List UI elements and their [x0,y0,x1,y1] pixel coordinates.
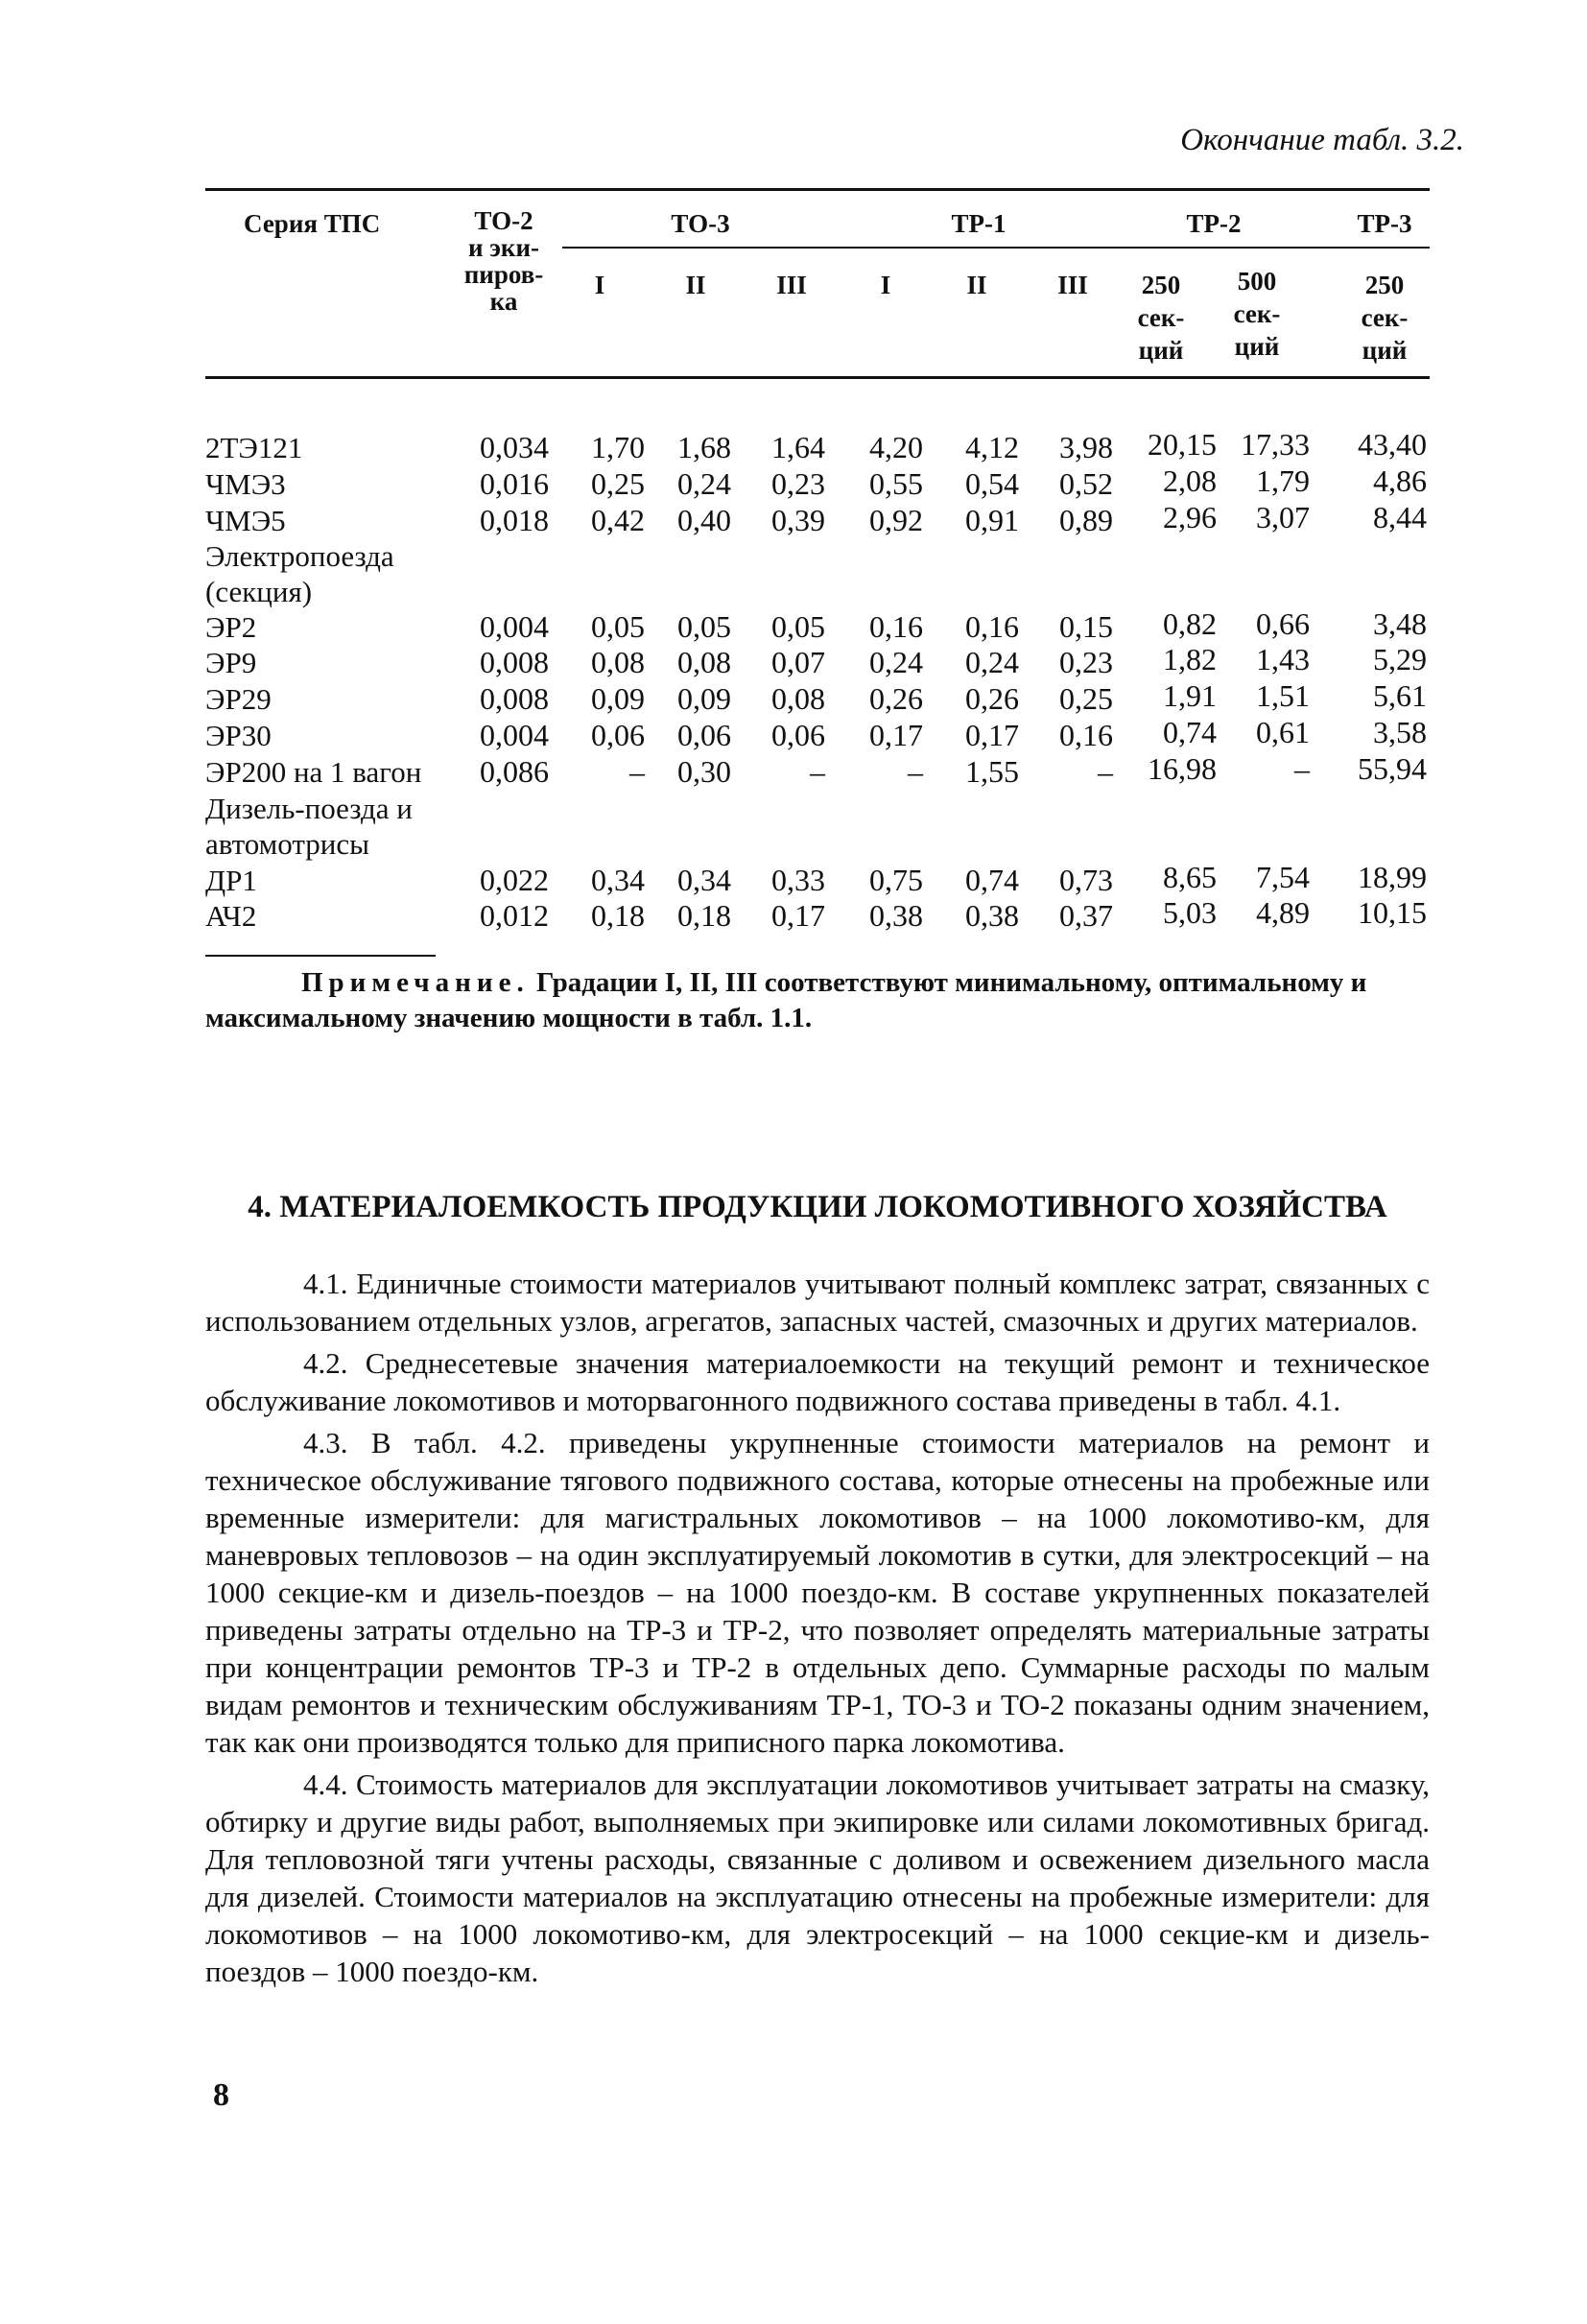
table-cell: 0,55 [869,466,923,501]
header-tr2-500-w2: ций [1234,332,1280,361]
header-sub-rule [562,247,1430,249]
table-cell: 1,70 [591,430,645,464]
table-cell: 0,25 [591,466,645,501]
table-cell: 0,23 [1059,645,1113,679]
header-grade-to3-1: I [594,271,605,299]
paragraph-4-1: 4.1. Единичные стоимости материалов учитывают полный комплекс затрат, связанных с использованием отдельных узлов, агрегатов, запасных частей, смазочных и других материалов. [205,1267,1430,1338]
header-bottom-rule [205,376,1430,379]
table-cell: 1,82 [1163,642,1217,676]
table-cell: 0,15 [1059,609,1113,644]
header-tr3-250-num: 250 [1364,271,1405,299]
table-cell: 0,33 [771,863,825,897]
header-tr1: ТР-1 [951,209,1007,238]
table-cell: 0,16 [869,609,923,644]
table-cell: 0,016 [480,466,549,501]
table-cell: 0,34 [591,863,645,897]
table-cell: 43,40 [1358,427,1427,462]
table-note [205,965,1430,1036]
table-row-name: Электропоезда [205,539,394,573]
table-cell: 0,54 [965,466,1019,501]
table-cell: 5,29 [1373,642,1427,676]
table-row-name: ЭР200 на 1 вагон [205,755,422,789]
table-cell: 0,52 [1059,466,1113,501]
table-cell: 1,55 [965,754,1019,789]
table-cell: 3,07 [1256,500,1310,534]
table-cell: 16,98 [1148,751,1217,786]
table-cell: 0,17 [869,718,923,752]
header-grade-to3-2: II [685,271,706,299]
table-cell: – [629,754,645,789]
table-cell: 5,03 [1163,895,1217,930]
header-to2-line4: ка [489,287,518,316]
table-cell: 0,25 [1059,681,1113,716]
header-tr2-250 [1127,269,1195,367]
table-cell: 0,16 [1059,718,1113,752]
table-cell: 0,004 [480,718,549,752]
table-cell: – [908,754,923,789]
table-cell: 0,18 [677,898,731,933]
table-cell: 0,74 [965,863,1019,897]
table-cell: 55,94 [1358,751,1427,786]
header-series: Серия ТПС [244,209,381,238]
table-cell: 0,06 [677,718,731,752]
table-cell: 0,74 [1163,715,1217,749]
table-cell: 0,18 [591,898,645,933]
table-row-name: автомотрисы [205,827,369,861]
page-number: 8 [213,2077,229,2113]
table-cell: – [810,754,825,789]
table-cell: 0,07 [771,645,825,679]
section-title: 4. МАТЕРИАЛОЕМКОСТЬ ПРОДУКЦИИ ЛОКОМОТИВНОГО ХОЗЯЙСТВА [248,1190,1387,1224]
table-cell: 2,96 [1163,500,1217,534]
table-cell: 0,004 [480,609,549,644]
table-row-name: ЭР9 [205,646,257,679]
header-to2-line2: и эки- [467,233,540,262]
table-cell: 0,09 [591,681,645,716]
header-tr3-250 [1346,269,1423,367]
table-cell: 2,08 [1163,463,1217,498]
table-cell: 0,89 [1059,503,1113,537]
table-row-name: 2ТЭ121 [205,431,303,464]
table-cell: 0,022 [480,863,549,897]
table-cell: 0,75 [869,863,923,897]
header-tr2-500 [1223,265,1291,363]
table-top-rule [205,188,1430,191]
header-to2 [451,207,557,315]
table-cell: 0,24 [965,645,1019,679]
table-cell: 0,17 [965,718,1019,752]
paragraph-4-2: 4.2. Среднесетевые значения материалоемкости на текущий ремонт и техническое обслуживание локомотивов и моторвагонного подвижного состава приведены в табл. 4.1. [205,1346,1430,1417]
header-tr2-500-w1: сек- [1233,299,1281,328]
table-cell: 0,66 [1256,606,1310,641]
table-cell: 3,58 [1373,715,1427,749]
header-grade-tr1-2: II [966,271,987,299]
table-cell: 1,64 [771,430,825,464]
section-body [205,1265,1430,1995]
table-cell: 0,73 [1059,863,1113,897]
table-cell: 4,89 [1256,895,1310,930]
table-cell: 0,42 [591,503,645,537]
header-tr2-250-w1: сек- [1137,303,1185,332]
header-tr2-250-num: 250 [1141,271,1181,299]
table-row-name: ДР1 [205,864,257,897]
table-cell: 0,086 [480,754,549,789]
table-cell: 0,38 [869,898,923,933]
table-row-name: ЭР30 [205,719,272,752]
header-grade-to3-3: III [776,271,807,299]
header-grade-tr1-3: III [1057,271,1088,299]
table-cell: 0,39 [771,503,825,537]
header-to2-line1: ТО-2 [474,206,533,235]
table-cell: 0,37 [1059,898,1113,933]
table-cell: 0,05 [771,609,825,644]
table-cell: 18,99 [1358,860,1427,894]
table-cell: 0,61 [1256,715,1310,749]
table-cell: 1,43 [1256,642,1310,676]
table-row-name: ЧМЭ5 [205,504,286,537]
table-cell: 0,06 [771,718,825,752]
table-cell: 5,61 [1373,678,1427,713]
table-cell: 8,65 [1163,860,1217,894]
table-cell: – [1098,754,1113,789]
table-cell: 0,34 [677,863,731,897]
table-cell: 0,24 [677,466,731,501]
table-cell: 0,24 [869,645,923,679]
table-cell: 0,82 [1163,606,1217,641]
table-cell: 0,06 [591,718,645,752]
table-cell: 0,26 [965,681,1019,716]
table-cell: 0,38 [965,898,1019,933]
paragraph-4-3: 4.3. В табл. 4.2. приведены укрупненные стоимости материалов на ремонт и техническое обслуживание тягового подвижного состава, которые отнесены на пробежные или временные измерители: для магистральных локомотивов – на 1000 локомотиво-км, для маневровых тепловозов – на один эксплуатируемый локомотив в сутки, для электросекций – на 1000 секцие-км и дизель-поездов – на 1000 поездо-км. В составе укрупненных показателей приведены затраты отдельно на ТР-3 и ТР-2, что позволяет определять материальные затраты при концентрации ремонтов ТР-3 и ТР-2 в отдельных депо. Суммарные расходы по малым видам ремонтов и техническим обслуживаниям ТР-1, ТО-3 и ТО-2 показаны одним значением, так как они производятся только для приписного парка локомотива. [205,1426,1430,1759]
table-cell: 0,40 [677,503,731,537]
table-row-name: Дизель-поезда и [205,792,413,825]
table-cell: 4,86 [1373,463,1427,498]
table-cell: 0,92 [869,503,923,537]
table-row-name: ЭР2 [205,610,257,644]
table-cell: 0,08 [591,645,645,679]
header-tr2-500-num: 500 [1237,267,1277,296]
table-cell: 1,91 [1163,678,1217,713]
table-cell: 0,008 [480,645,549,679]
table-cell: 1,79 [1256,463,1310,498]
header-tr3-250-w2: ций [1362,336,1408,365]
table-cell: 0,17 [771,898,825,933]
table-cell: 0,018 [480,503,549,537]
table-cell: 0,08 [677,645,731,679]
table-cell: 0,09 [677,681,731,716]
header-tr3: ТР-3 [1357,209,1412,238]
table-row-name: АЧ2 [205,899,257,933]
table-cell: 1,68 [677,430,731,464]
table-row-name: ЧМЭ3 [205,467,286,501]
table-cell: 4,20 [869,430,923,464]
table-cell: 8,44 [1373,500,1427,534]
note-text: Градации I, II, III соответствуют минимальному, оптимальному и максимальному значению мощности в табл. 1.1. [205,967,1367,1033]
table-cell: 0,16 [965,609,1019,644]
header-tr2-250-w2: ций [1138,336,1184,365]
header-tr2: ТР-2 [1186,209,1242,238]
table-cell: 0,23 [771,466,825,501]
table-caption: Окончание табл. 3.2. [1180,123,1464,157]
header-tr3-250-w1: сек- [1361,303,1409,332]
table-cell: 20,15 [1148,427,1217,462]
table-cell: 1,51 [1256,678,1310,713]
header-to3: ТО-3 [671,209,730,238]
table-row-name: (секция) [205,575,313,608]
note-label: Примечание. [301,967,530,998]
table-cell: 0,05 [677,609,731,644]
header-to2-line3: пиров- [463,260,544,289]
table-cell: 3,48 [1373,606,1427,641]
table-cell: 0,08 [771,681,825,716]
table-cell: 17,33 [1241,427,1310,462]
table-cell: 0,26 [869,681,923,716]
table-cell: 7,54 [1256,860,1310,894]
table-cell: 4,12 [965,430,1019,464]
table-cell: 0,05 [591,609,645,644]
table-cell: 10,15 [1358,895,1427,930]
table-cell: 0,008 [480,681,549,716]
table-cell: 0,30 [677,754,731,789]
paragraph-4-4: 4.4. Стоимость материалов для эксплуатации локомотивов учитывает затраты на смазку, обтирку и другие виды работ, выполняемых при экипировке или силами локомотивных бригад. Для тепловозной тяги учтены расходы, связанные с доливом и освежением дизельного масла для дизелей. Стоимости материалов на эксплуатацию отнесены на пробежные измерители: для локомотивов – на 1000 локомотиво-км, для электросекций – на 1000 секцие-км и дизель-поездов – 1000 поездо-км. [205,1767,1430,1988]
table-cell: 3,98 [1059,430,1113,464]
table-row-name: ЭР29 [205,682,272,716]
table-cell: 0,012 [480,898,549,933]
table-cell: 0,034 [480,430,549,464]
table-cell: – [1294,751,1310,786]
note-rule [205,955,436,957]
header-grade-tr1-1: I [880,271,891,299]
table-cell: 0,91 [965,503,1019,537]
